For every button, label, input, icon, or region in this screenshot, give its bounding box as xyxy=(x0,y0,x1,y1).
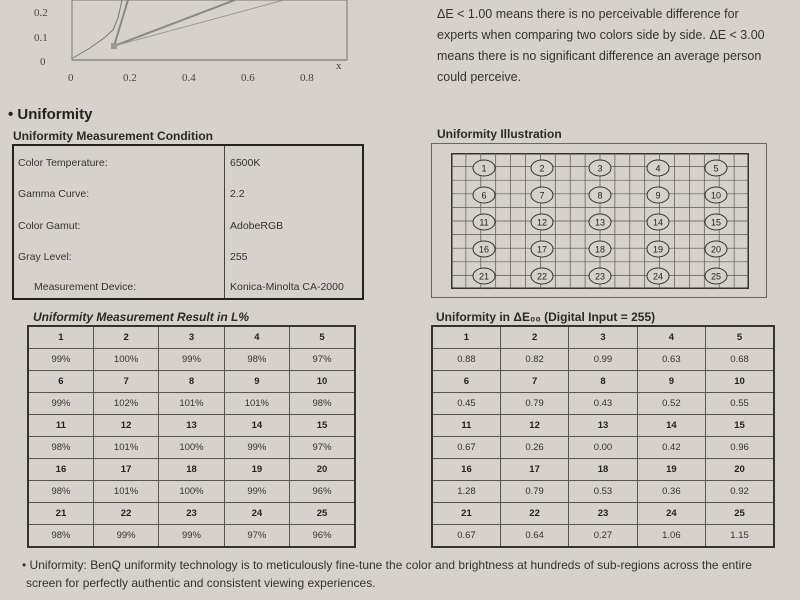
position-number-cell: 11 xyxy=(28,415,93,437)
table-row xyxy=(432,393,774,415)
position-number-cell: 17 xyxy=(500,459,568,481)
value-cell: 96% xyxy=(290,525,355,548)
position-number-cell: 3 xyxy=(159,326,224,349)
value-cell: 0.96 xyxy=(706,437,774,459)
value-cell: 100% xyxy=(93,349,158,371)
table-row xyxy=(432,525,774,548)
table-row xyxy=(432,437,774,459)
position-number-cell: 18 xyxy=(159,459,224,481)
position-number-cell: 14 xyxy=(224,415,289,437)
result-l-table xyxy=(27,325,356,548)
value-cell: 97% xyxy=(290,437,355,459)
position-number-cell: 8 xyxy=(159,371,224,393)
footnote xyxy=(22,556,782,592)
table-row xyxy=(432,371,774,393)
table-row xyxy=(28,371,355,393)
position-number-cell: 25 xyxy=(290,503,355,525)
condition-row xyxy=(14,272,362,302)
measurement-point-label: 24 xyxy=(652,271,664,282)
value-cell: 99% xyxy=(93,525,158,548)
condition-row xyxy=(14,179,362,209)
value-cell: 1.06 xyxy=(637,525,705,548)
position-number-cell: 4 xyxy=(637,326,705,349)
table-row xyxy=(28,326,355,349)
value-cell: 0.67 xyxy=(432,525,500,548)
note-line-1: ΔE < 1.00 means there is no perceivable difference for xyxy=(437,7,739,21)
value-cell: 0.26 xyxy=(500,437,568,459)
value-cell: 0.55 xyxy=(706,393,774,415)
measurement-point-label: 6 xyxy=(481,190,487,201)
value-cell: 98% xyxy=(224,349,289,371)
position-number-cell: 2 xyxy=(93,326,158,349)
value-cell: 0.64 xyxy=(500,525,568,548)
value-cell: 0.63 xyxy=(637,349,705,371)
condition-value: AdobeRGB xyxy=(230,220,284,232)
value-cell: 0.82 xyxy=(500,349,568,371)
position-number-cell: 21 xyxy=(432,503,500,525)
table-row xyxy=(28,525,355,548)
measurement-point-label: 20 xyxy=(710,244,722,255)
value-cell: 98% xyxy=(28,481,93,503)
position-number-cell: 12 xyxy=(93,415,158,437)
condition-row xyxy=(14,242,362,272)
measurement-point-label: 8 xyxy=(597,190,603,201)
value-cell: 0.43 xyxy=(569,393,637,415)
position-number-cell: 2 xyxy=(500,326,568,349)
value-cell: 101% xyxy=(224,393,289,415)
value-cell: 99% xyxy=(224,481,289,503)
condition-value: Konica-Minolta CA-2000 xyxy=(230,281,344,293)
value-cell: 0.79 xyxy=(500,481,568,503)
x-tick-0.6: 0.6 xyxy=(241,72,255,84)
condition-key: Measurement Device: xyxy=(34,281,137,293)
condition-key: Gray Level: xyxy=(18,251,72,263)
table-row xyxy=(432,459,774,481)
measurement-point-label: 10 xyxy=(710,190,722,201)
footnote-line-2: screen for perfectly authentic and consistent viewing experiences. xyxy=(26,576,376,590)
condition-key: Color Temperature: xyxy=(18,157,108,169)
value-cell: 0.27 xyxy=(569,525,637,548)
position-number-cell: 17 xyxy=(93,459,158,481)
table-row xyxy=(28,349,355,371)
position-number-cell: 22 xyxy=(500,503,568,525)
x-tick-0.2: 0.2 xyxy=(123,72,137,84)
position-number-cell: 19 xyxy=(224,459,289,481)
value-cell: 99% xyxy=(224,437,289,459)
table-row xyxy=(432,349,774,371)
value-cell: 0.42 xyxy=(637,437,705,459)
value-cell: 98% xyxy=(28,437,93,459)
value-cell: 1.15 xyxy=(706,525,774,548)
measurement-point-label: 2 xyxy=(539,163,545,174)
table-row xyxy=(28,393,355,415)
condition-title: Uniformity Measurement Condition xyxy=(13,129,214,143)
condition-value: 6500K xyxy=(230,157,261,169)
note-line-3: means there is no significant difference an average person xyxy=(437,49,762,63)
value-cell: 99% xyxy=(28,393,93,415)
value-cell: 99% xyxy=(159,349,224,371)
position-number-cell: 9 xyxy=(224,371,289,393)
position-number-cell: 10 xyxy=(290,371,355,393)
table-row xyxy=(28,437,355,459)
position-number-cell: 5 xyxy=(706,326,774,349)
position-number-cell: 23 xyxy=(569,503,637,525)
measurement-point-label: 4 xyxy=(655,163,661,174)
result-de-title: Uniformity in ΔE₀₀ (Digital Input = 255) xyxy=(436,310,656,324)
value-cell: 0.92 xyxy=(706,481,774,503)
table-row xyxy=(28,459,355,481)
position-number-cell: 4 xyxy=(224,326,289,349)
measurement-point-label: 16 xyxy=(478,244,490,255)
value-cell: 96% xyxy=(290,481,355,503)
position-number-cell: 6 xyxy=(28,371,93,393)
measurement-point-label: 12 xyxy=(536,217,548,228)
position-number-cell: 13 xyxy=(569,415,637,437)
value-cell: 0.00 xyxy=(569,437,637,459)
table-row xyxy=(28,503,355,525)
measurement-point-label: 25 xyxy=(710,271,722,282)
x-tick-0: 0 xyxy=(68,72,74,84)
value-cell: 0.53 xyxy=(569,481,637,503)
position-number-cell: 9 xyxy=(637,371,705,393)
table-row xyxy=(28,415,355,437)
position-number-cell: 14 xyxy=(637,415,705,437)
position-number-cell: 6 xyxy=(432,371,500,393)
x-axis-label: x xyxy=(336,60,342,72)
value-cell: 0.79 xyxy=(500,393,568,415)
position-number-cell: 21 xyxy=(28,503,93,525)
position-number-cell: 10 xyxy=(706,371,774,393)
position-number-cell: 5 xyxy=(290,326,355,349)
condition-value: 255 xyxy=(230,251,248,263)
result-l-title: Uniformity Measurement Result in L% xyxy=(33,310,250,324)
x-tick-0.8: 0.8 xyxy=(300,72,314,84)
position-number-cell: 1 xyxy=(28,326,93,349)
position-number-cell: 19 xyxy=(637,459,705,481)
value-cell: 0.68 xyxy=(706,349,774,371)
measurement-point-label: 11 xyxy=(479,217,489,228)
y-tick-0.1: 0.1 xyxy=(34,32,48,44)
position-number-cell: 16 xyxy=(28,459,93,481)
table-row xyxy=(432,481,774,503)
y-tick-0.2: 0.2 xyxy=(34,7,48,19)
value-cell: 0.99 xyxy=(569,349,637,371)
value-cell: 0.45 xyxy=(432,393,500,415)
measurement-point-label: 13 xyxy=(594,217,606,228)
position-number-cell: 23 xyxy=(159,503,224,525)
value-cell: 97% xyxy=(290,349,355,371)
uniformity-illustration xyxy=(431,143,767,298)
value-cell: 99% xyxy=(159,525,224,548)
position-number-cell: 13 xyxy=(159,415,224,437)
measurement-point-label: 1 xyxy=(481,163,487,174)
value-cell: 97% xyxy=(224,525,289,548)
measurement-condition-box xyxy=(12,144,364,300)
value-cell: 98% xyxy=(290,393,355,415)
measurement-point-label: 18 xyxy=(594,244,606,255)
section-title: • Uniformity xyxy=(8,106,93,123)
measurement-point-label: 3 xyxy=(597,163,603,174)
value-cell: 101% xyxy=(93,481,158,503)
value-cell: 101% xyxy=(93,437,158,459)
measurement-point-label: 23 xyxy=(594,271,606,282)
value-cell: 101% xyxy=(159,393,224,415)
value-cell: 100% xyxy=(159,481,224,503)
chromaticity-chart-fragment xyxy=(0,0,380,92)
measurement-point-label: 5 xyxy=(713,163,719,174)
position-number-cell: 7 xyxy=(500,371,568,393)
table-row xyxy=(28,481,355,503)
value-cell: 1.28 xyxy=(432,481,500,503)
value-cell: 0.67 xyxy=(432,437,500,459)
measurement-point-label: 7 xyxy=(539,190,545,201)
table-row xyxy=(432,503,774,525)
illustration-title: Uniformity Illustration xyxy=(437,127,562,141)
position-number-cell: 1 xyxy=(432,326,500,349)
note-line-2: experts when comparing two colors side by side. ΔE < 3.00 xyxy=(437,28,765,42)
value-cell: 98% xyxy=(28,525,93,548)
table-row xyxy=(432,415,774,437)
position-number-cell: 7 xyxy=(93,371,158,393)
condition-key: Gamma Curve: xyxy=(18,188,90,200)
condition-row xyxy=(14,148,362,178)
position-number-cell: 25 xyxy=(706,503,774,525)
position-number-cell: 24 xyxy=(224,503,289,525)
result-de-table xyxy=(431,325,775,548)
measurement-point-label: 9 xyxy=(655,190,661,201)
position-number-cell: 22 xyxy=(93,503,158,525)
measurement-point-label: 17 xyxy=(536,244,548,255)
measurement-point-label: 19 xyxy=(652,244,664,255)
position-number-cell: 18 xyxy=(569,459,637,481)
y-tick-0: 0 xyxy=(40,56,46,68)
position-number-cell: 11 xyxy=(432,415,500,437)
value-cell: 0.36 xyxy=(637,481,705,503)
x-tick-0.4: 0.4 xyxy=(182,72,196,84)
value-cell: 102% xyxy=(93,393,158,415)
position-number-cell: 3 xyxy=(569,326,637,349)
position-number-cell: 16 xyxy=(432,459,500,481)
value-cell: 0.52 xyxy=(637,393,705,415)
position-number-cell: 8 xyxy=(569,371,637,393)
condition-row xyxy=(14,211,362,241)
measurement-grid xyxy=(451,153,749,289)
footnote-line-1: • Uniformity: BenQ uniformity technology is to meticulously fine-tune the color and brightness at hundreds of sub-regions across the entire xyxy=(22,558,752,572)
value-cell: 100% xyxy=(159,437,224,459)
value-cell: 0.88 xyxy=(432,349,500,371)
measurement-point-label: 21 xyxy=(478,271,490,282)
condition-key: Color Gamut: xyxy=(18,220,81,232)
measurement-point-label: 22 xyxy=(536,271,548,282)
measurement-point-label: 15 xyxy=(710,217,722,228)
value-cell: 99% xyxy=(28,349,93,371)
measurement-point-label: 14 xyxy=(652,217,664,228)
position-number-cell: 15 xyxy=(706,415,774,437)
position-number-cell: 20 xyxy=(706,459,774,481)
table-row xyxy=(432,326,774,349)
position-number-cell: 24 xyxy=(637,503,705,525)
position-number-cell: 12 xyxy=(500,415,568,437)
position-number-cell: 20 xyxy=(290,459,355,481)
condition-value: 2.2 xyxy=(230,188,245,200)
position-number-cell: 15 xyxy=(290,415,355,437)
delta-e-note xyxy=(437,4,782,88)
note-line-4: could perceive. xyxy=(437,70,522,84)
